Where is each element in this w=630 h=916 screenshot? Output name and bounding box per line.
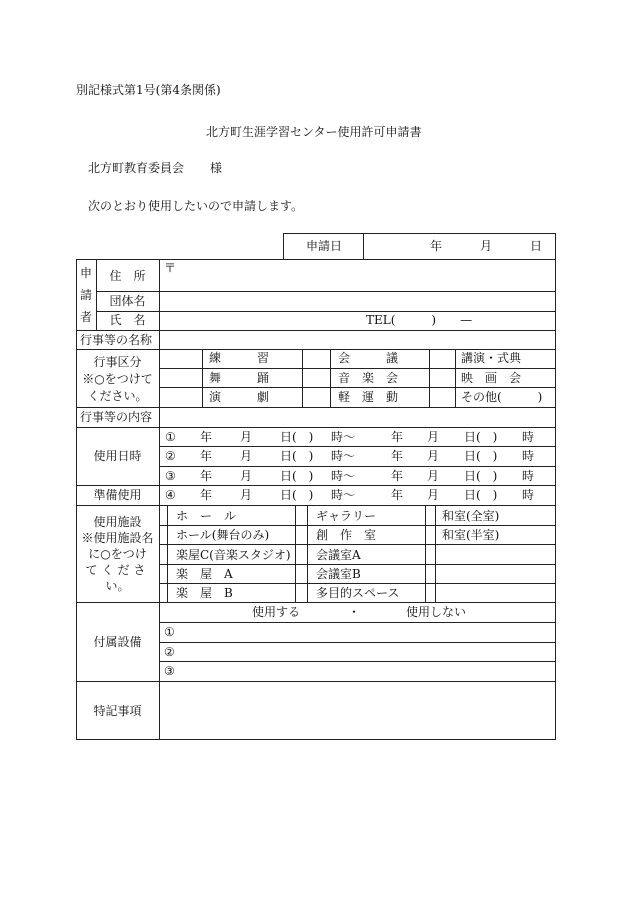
facility-gallery[interactable]: ギャラリー	[316, 509, 377, 523]
usage-date-m: 月	[240, 430, 253, 444]
facility-label: 使用施設 ※使用施設名 に○をつけ てくださ い。	[81, 515, 154, 593]
application-form	[76, 233, 556, 740]
event-type-lecture[interactable]: 講演・式典	[461, 351, 522, 365]
usage-date-d: 日( )	[280, 469, 314, 483]
usage-date-t2: 時	[522, 430, 535, 444]
usage-date-m: 月	[240, 488, 253, 502]
usage-date-t: 時〜	[331, 488, 356, 502]
usage-date-t: 時〜	[331, 449, 356, 463]
usage-date-y2: 年	[391, 469, 404, 483]
apply-date-month: 月	[480, 239, 493, 253]
addressee-suffix: 様	[210, 161, 223, 175]
facility-multipurpose-space[interactable]: 多目的スペース	[316, 586, 400, 600]
usage-date-t: 時〜	[331, 430, 356, 444]
event-type-concert[interactable]: 音 楽 会	[338, 371, 399, 385]
usage-date-y: 年	[200, 469, 213, 483]
event-type-dance[interactable]: 舞 踊	[209, 371, 270, 385]
group-name-label: 団体名	[109, 294, 146, 308]
usage-date-d: 日( )	[280, 430, 314, 444]
usage-date-no: ④	[165, 488, 176, 502]
form-reference: 別記様式第1号(第4条関係)	[76, 83, 221, 97]
usage-date-d: 日( )	[280, 449, 314, 463]
group-name-field[interactable]	[164, 294, 552, 308]
facility-hall[interactable]: ホ ー ル	[176, 509, 237, 523]
equipment-row-3[interactable]: ③	[164, 664, 175, 678]
event-type-light-exercise[interactable]: 軽 運 動	[338, 390, 399, 404]
intro-text: 次のとおり使用したいので申請します。	[88, 199, 304, 213]
usage-date-y: 年	[200, 449, 213, 463]
event-type-movie[interactable]: 映 画 会	[461, 371, 522, 385]
event-type-label: 行事区分 ※○をつけて ください。	[82, 355, 153, 403]
usage-date-no: ③	[165, 469, 176, 483]
usage-date-y2: 年	[391, 430, 404, 444]
event-type-practice[interactable]: 練 習	[209, 351, 270, 365]
page-title: 北方町生涯学習センター使用許可申請書	[206, 125, 422, 139]
facility-meeting-room-b[interactable]: 会議室B	[316, 567, 361, 581]
usage-date-m: 月	[240, 449, 253, 463]
usage-date-y: 年	[200, 488, 213, 502]
event-type-other[interactable]: その他( )	[461, 390, 543, 404]
event-content-label: 行事等の内容	[80, 410, 153, 424]
address-label: 住 所	[109, 269, 146, 283]
prep-usage-label: 準備使用	[93, 488, 142, 502]
usage-date-y: 年	[200, 430, 213, 444]
apply-date-year: 年	[430, 239, 443, 253]
event-type-meeting[interactable]: 会 議	[338, 351, 399, 365]
usage-date-d2: 日( )	[464, 449, 498, 463]
usage-dates-label: 使用日時	[93, 449, 142, 463]
event-name-field[interactable]	[164, 333, 552, 347]
equipment-no-use-option[interactable]: 使用しない	[406, 605, 467, 619]
equipment-label: 付属設備	[93, 635, 142, 649]
usage-date-m2: 月	[427, 430, 440, 444]
facility-green-room-a[interactable]: 楽 屋 A	[176, 567, 233, 581]
address-field[interactable]	[164, 277, 552, 291]
facility-creative-room[interactable]: 創 作 室	[316, 528, 377, 542]
notes-field[interactable]	[164, 685, 552, 735]
equipment-separator: ・	[348, 605, 361, 619]
facility-japanese-room-full[interactable]: 和室(全室)	[442, 509, 500, 523]
usage-date-d: 日( )	[280, 488, 314, 502]
usage-date-t2: 時	[522, 488, 535, 502]
usage-date-t: 時〜	[331, 469, 356, 483]
usage-date-y2: 年	[391, 449, 404, 463]
equipment-use-option[interactable]: 使用する	[252, 605, 301, 619]
applicant-name-field[interactable]	[164, 313, 364, 327]
usage-date-m2: 月	[427, 488, 440, 502]
facility-green-room-c[interactable]: 楽屋C(音楽スタジオ)	[176, 548, 291, 562]
usage-date-t2: 時	[522, 469, 535, 483]
addressee: 北方町教育委員会	[88, 161, 185, 175]
usage-date-no: ②	[165, 449, 176, 463]
usage-date-y2: 年	[391, 488, 404, 502]
facility-hall-stage[interactable]: ホール(舞台のみ)	[176, 528, 270, 542]
usage-date-d2: 日( )	[464, 488, 498, 502]
equipment-row-1[interactable]: ①	[164, 625, 175, 639]
applicant-side-label: 申 請 者	[79, 266, 92, 324]
usage-date-d2: 日( )	[464, 430, 498, 444]
facility-green-room-b[interactable]: 楽 屋 B	[176, 586, 233, 600]
apply-date-label: 申請日	[306, 239, 343, 253]
usage-date-m: 月	[240, 469, 253, 483]
usage-date-t2: 時	[522, 449, 535, 463]
usage-date-no: ①	[165, 430, 176, 444]
usage-date-m2: 月	[427, 469, 440, 483]
applicant-name-label: 氏 名	[109, 313, 146, 327]
apply-date-day: 日	[530, 239, 543, 253]
tel-field[interactable]: TEL( ) —	[366, 313, 473, 327]
event-name-label: 行事等の名称	[80, 333, 153, 347]
equipment-row-2[interactable]: ②	[164, 645, 175, 659]
facility-meeting-room-a[interactable]: 会議室A	[316, 548, 361, 562]
event-type-drama[interactable]: 演 劇	[209, 390, 270, 404]
notes-label: 特記事項	[93, 704, 142, 718]
event-content-field[interactable]	[164, 410, 552, 424]
facility-japanese-room-half[interactable]: 和室(半室)	[442, 528, 500, 542]
usage-date-d2: 日( )	[464, 469, 498, 483]
usage-date-m2: 月	[427, 449, 440, 463]
postal-mark: 〒	[164, 261, 177, 275]
